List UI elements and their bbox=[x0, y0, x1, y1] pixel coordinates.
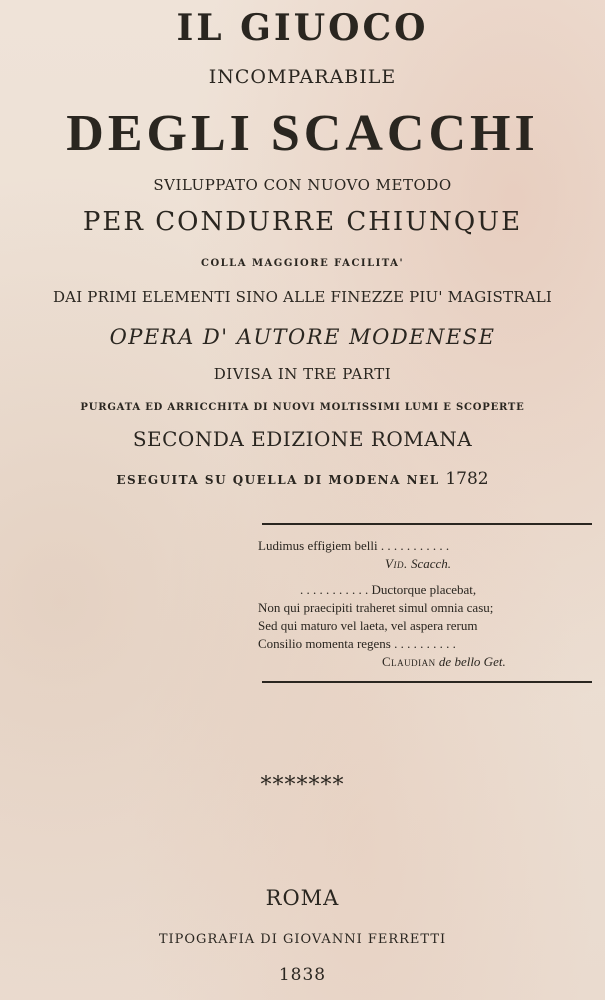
revision-line: PURGATA ED ARRICCHITA DI NUOVI MOLTISSIMI LUMI E SCOPERTE bbox=[80, 402, 525, 413]
imprint-printer: TIPOGRAFIA DI GIOVANNI FERRETTI bbox=[158, 932, 447, 947]
star-ornament: ******* bbox=[260, 773, 345, 798]
epigraph-line-1: Ludimus effigiem belli . . . . . . . . . . . bbox=[258, 538, 450, 553]
epigraph-line-3: . . . . . . . . . . . Ductorque placebat, bbox=[300, 582, 477, 597]
title-line-2: INCOMPARABILE bbox=[208, 66, 397, 88]
parts-line: DIVISA IN TRE PARTI bbox=[213, 365, 392, 383]
main-title: DEGLI SCACCHI bbox=[66, 105, 539, 162]
imprint-city: ROMA bbox=[265, 886, 340, 910]
epigraph-author: Claudian bbox=[382, 654, 436, 669]
epigraph-rule-bottom bbox=[262, 681, 592, 683]
source-edition-text: ESEGUITA SU QUELLA DI MODENA NEL bbox=[116, 473, 440, 487]
epigraph-work: de bello Get. bbox=[438, 654, 506, 669]
epigraph-attribution-2 bbox=[382, 655, 506, 668]
author-line: OPERA D' AUTORE MODENESE bbox=[109, 325, 496, 349]
edition-line: SECONDA EDIZIONE ROMANA bbox=[132, 427, 473, 451]
epigraph-rule-top bbox=[262, 523, 592, 525]
imprint-year: 1838 bbox=[278, 965, 327, 985]
epigraph-line-6: Consilio momenta regens . . . . . . . . . . bbox=[258, 636, 456, 651]
epigraph-attribution-1 bbox=[385, 557, 451, 570]
epigraph-line-4: Non qui praecipiti traheret simul omnia casu; bbox=[258, 600, 494, 615]
epigraph-source-1: Scacch. bbox=[410, 556, 451, 571]
title-line-1: IL GIUOCO bbox=[176, 7, 429, 49]
epigraph-vid: Vid. bbox=[385, 556, 408, 571]
source-edition-year: 1782 bbox=[445, 469, 489, 489]
epigraph-line-5: Sed qui maturo vel laeta, vel aspera rerum bbox=[258, 618, 478, 633]
subtitle-line-3: COLLA MAGGIORE FACILITA' bbox=[200, 258, 405, 269]
subtitle-line-2: PER CONDURRE CHIUNQUE bbox=[82, 207, 523, 237]
subtitle-line-4: DAI PRIMI ELEMENTI SINO ALLE FINEZZE PIU' MAGISTRALI bbox=[52, 288, 553, 306]
subtitle-line-1: SVILUPPATO CON NUOVO METODO bbox=[153, 176, 452, 194]
source-edition-line bbox=[0, 471, 605, 488]
